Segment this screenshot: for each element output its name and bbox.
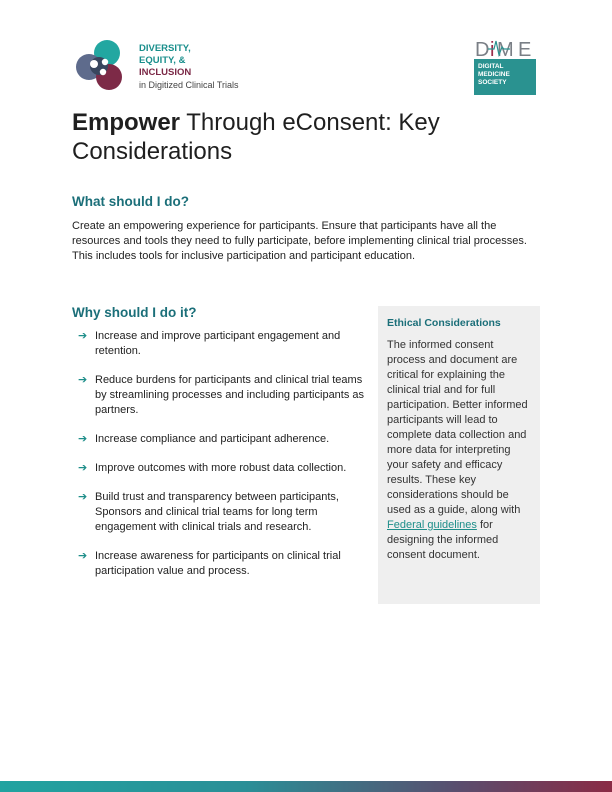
dei-circles-logo-icon: [73, 37, 129, 93]
why-list-item: [78, 549, 374, 579]
page-title: [72, 108, 542, 166]
dei-logo: [73, 37, 273, 97]
sidebar-title: Ethical Considerations: [387, 317, 501, 329]
dime-wordmark-icon: [474, 37, 536, 59]
right-arrow-icon: ➔: [78, 330, 88, 342]
why-list-item: [78, 490, 374, 535]
right-arrow-icon: ➔: [78, 374, 88, 386]
page-title-bold: Empower: [72, 109, 181, 136]
right-arrow-icon: ➔: [78, 491, 88, 503]
dime-logo-line3: SOCIETY: [478, 79, 507, 86]
right-arrow-icon: ➔: [78, 462, 88, 474]
why-item-text: Increase compliance and participant adherence.: [95, 433, 330, 445]
svg-text:i: i: [490, 39, 495, 59]
why-heading: Why should I do it?: [72, 305, 197, 320]
dei-logo-line4: in Digitized Clinical Trials: [139, 80, 239, 90]
right-arrow-icon: ➔: [78, 433, 88, 445]
sidebar-body-text: The informed consent process and document are critical for explaining the clinical trial and for full participation. Better informed participants will lead to complete data collection and more data for interpreting your safety and efficacy results. These key considerations should be used as a guide, along with: [387, 339, 528, 516]
why-list-item: [78, 461, 374, 476]
dei-logo-line2: EQUITY, &: [139, 55, 186, 66]
what-heading: What should I do?: [72, 194, 189, 209]
footer-gradient-bar: [0, 781, 612, 792]
sidebar-body-text-end: for designing the informed consent document.: [387, 519, 499, 561]
dei-logo-text: [139, 43, 239, 91]
why-list-item: [78, 432, 374, 447]
dei-logo-line1: DIVERSITY,: [139, 43, 191, 54]
dei-logo-line3: INCLUSION: [139, 67, 192, 78]
dime-logo-box: [474, 59, 536, 95]
why-item-text: Increase awareness for participants on clinical trial participation value and process.: [95, 550, 341, 577]
svg-text:M: M: [497, 39, 514, 59]
page-title-rest: Through eConsent: Key Considerations: [72, 109, 440, 165]
svg-text:D: D: [475, 39, 490, 59]
dime-logo-line2: MEDICINE: [478, 71, 510, 78]
why-list-item: [78, 329, 374, 359]
federal-guidelines-link[interactable]: Federal guidelines: [387, 519, 477, 531]
ethical-considerations-box: [378, 306, 540, 604]
what-body: Create an empowering experience for participants. Ensure that participants have all the resources and tools they need to fully participate, before implementing clinical trial processes. This includes tools for inclusive participation and participant education.: [72, 220, 527, 262]
dime-logo-line1: DIGITAL: [478, 63, 504, 70]
why-item-text: Increase and improve participant engagement and retention.: [95, 330, 341, 357]
why-item-text: Reduce burdens for participants and clinical trial teams by streamlining processes and including participants as partners.: [95, 374, 365, 416]
right-arrow-icon: ➔: [78, 550, 88, 562]
sidebar-body: [387, 338, 531, 563]
why-list-item: [78, 373, 374, 418]
why-item-text: Improve outcomes with more robust data collection.: [95, 462, 347, 474]
svg-text:E: E: [518, 39, 532, 59]
dime-logo: [474, 37, 536, 95]
why-list: [78, 329, 374, 593]
why-item-text: Build trust and transparency between participants, Sponsors and clinical trial teams for long term engagement with clinical trials and research.: [95, 491, 339, 533]
